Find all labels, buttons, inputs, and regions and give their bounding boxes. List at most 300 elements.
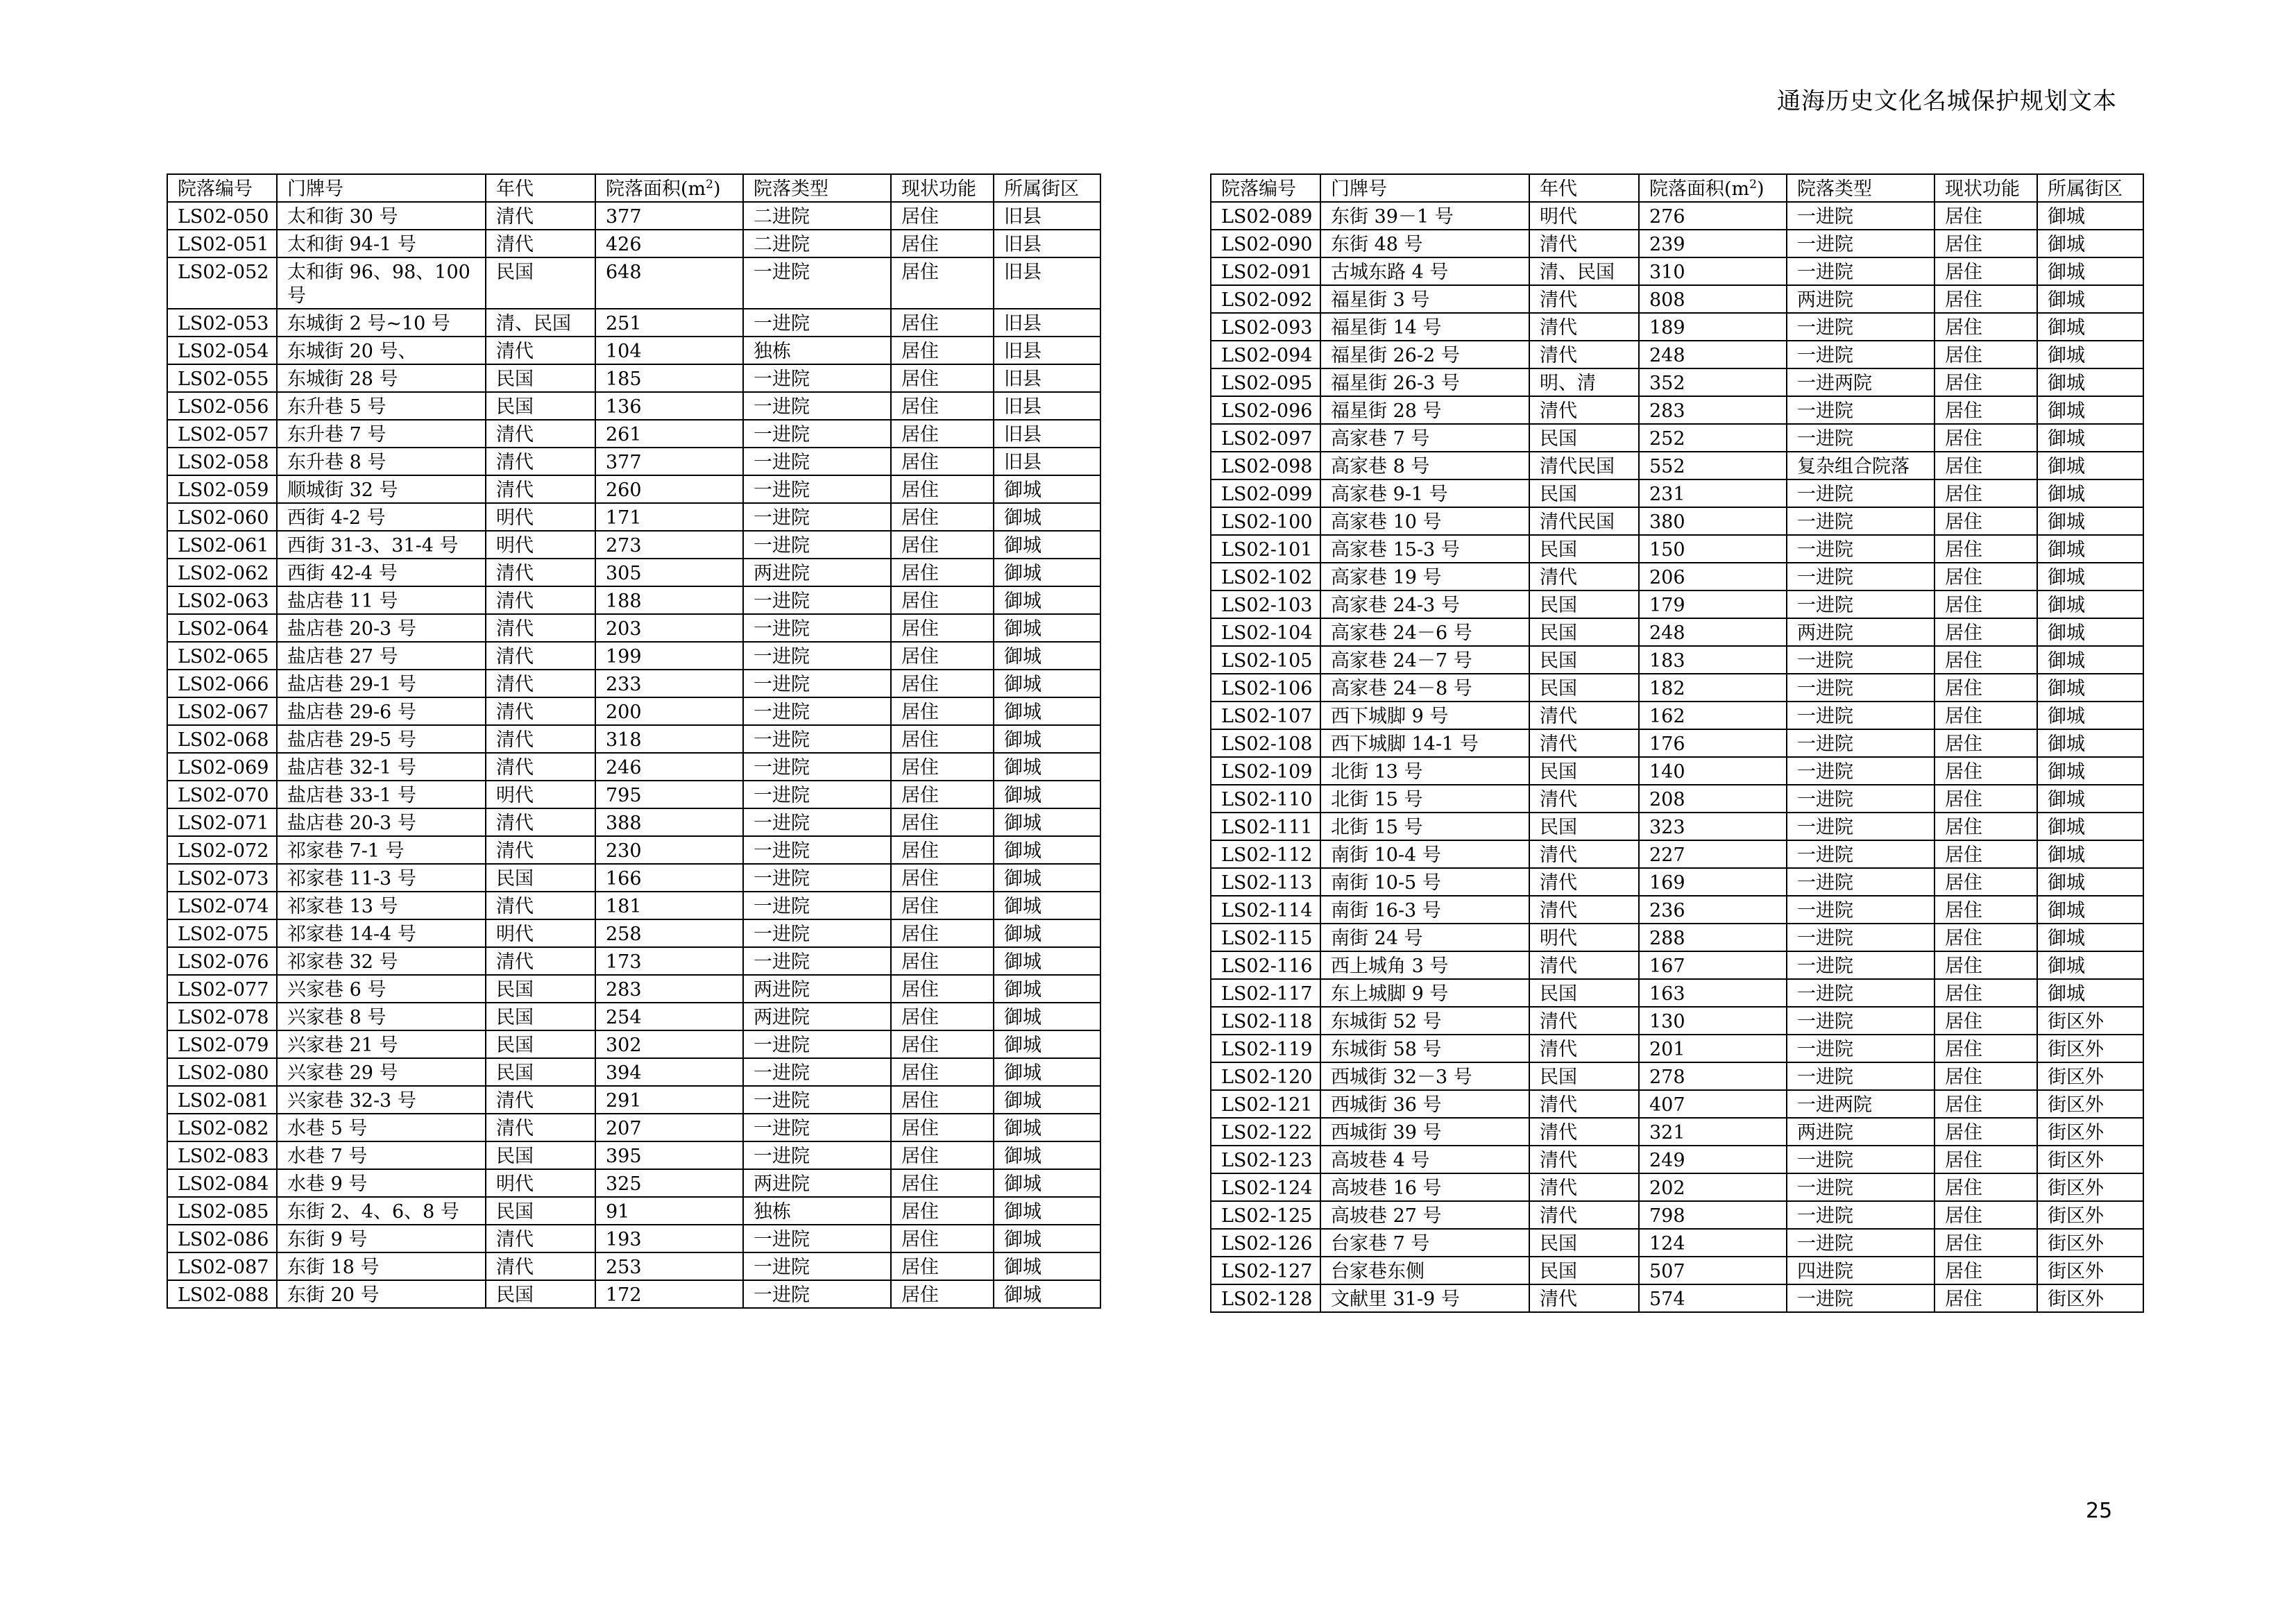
cell-function: 居住 bbox=[1934, 230, 2037, 257]
cell-era: 民国 bbox=[1529, 1229, 1639, 1257]
cell-function: 居住 bbox=[1934, 1090, 2037, 1118]
cell-district: 御城 bbox=[994, 642, 1100, 670]
cell-era: 民国 bbox=[486, 1030, 595, 1058]
cell-area: 798 bbox=[1639, 1201, 1787, 1229]
table-row bbox=[1211, 924, 2143, 951]
table-row bbox=[167, 1225, 1100, 1252]
cell-function: 居住 bbox=[891, 1030, 994, 1058]
table-row bbox=[167, 1252, 1100, 1280]
cell-address: 盐店巷 27 号 bbox=[277, 642, 486, 670]
cell-function: 居住 bbox=[891, 1225, 994, 1252]
cell-district: 御城 bbox=[994, 1141, 1100, 1169]
table-row bbox=[167, 1280, 1100, 1308]
table-row bbox=[167, 1030, 1100, 1058]
cell-function: 居住 bbox=[891, 1141, 994, 1169]
cell-address: 盐店巷 32-1 号 bbox=[277, 753, 486, 781]
cell-id: LS02-060 bbox=[167, 503, 277, 531]
cell-era: 民国 bbox=[1529, 618, 1639, 646]
cell-address: 盐店巷 29-6 号 bbox=[277, 697, 486, 725]
cell-function: 居住 bbox=[891, 559, 994, 586]
cell-type: 一进院 bbox=[743, 864, 891, 892]
cell-address: 祁家巷 14-4 号 bbox=[277, 919, 486, 947]
cell-address: 东城街 2 号~10 号 bbox=[277, 309, 486, 337]
table-row bbox=[1211, 702, 2143, 729]
cell-id: LS02-108 bbox=[1211, 729, 1320, 757]
table-row bbox=[167, 559, 1100, 586]
col-header-area bbox=[595, 174, 743, 202]
cell-district: 御城 bbox=[994, 559, 1100, 586]
cell-id: LS02-073 bbox=[167, 864, 277, 892]
table-row bbox=[1211, 1007, 2143, 1035]
cell-area: 167 bbox=[1639, 951, 1787, 979]
cell-district: 御城 bbox=[2037, 840, 2143, 868]
cell-id: LS02-058 bbox=[167, 448, 277, 475]
cell-district: 御城 bbox=[994, 586, 1100, 614]
cell-district: 街区外 bbox=[2037, 1062, 2143, 1090]
table-row bbox=[167, 781, 1100, 808]
cell-era: 清代 bbox=[1529, 840, 1639, 868]
cell-id: LS02-095 bbox=[1211, 368, 1320, 396]
cell-function: 居住 bbox=[1934, 896, 2037, 924]
cell-type: 一进院 bbox=[1787, 1007, 1934, 1035]
cell-address: 兴家巷 21 号 bbox=[277, 1030, 486, 1058]
cell-function: 居住 bbox=[1934, 674, 2037, 702]
cell-era: 民国 bbox=[1529, 590, 1639, 618]
cell-type: 一进院 bbox=[1787, 840, 1934, 868]
cell-id: LS02-122 bbox=[1211, 1118, 1320, 1146]
cell-function: 居住 bbox=[891, 1197, 994, 1225]
cell-id: LS02-070 bbox=[167, 781, 277, 808]
cell-district: 御城 bbox=[2037, 285, 2143, 313]
table-row bbox=[1211, 313, 2143, 341]
table-row bbox=[167, 670, 1100, 697]
cell-id: LS02-106 bbox=[1211, 674, 1320, 702]
cell-address: 祁家巷 13 号 bbox=[277, 892, 486, 919]
cell-area: 305 bbox=[595, 559, 743, 586]
cell-id: LS02-093 bbox=[1211, 313, 1320, 341]
table-row bbox=[1211, 868, 2143, 896]
cell-area: 206 bbox=[1639, 563, 1787, 590]
cell-district: 街区外 bbox=[2037, 1173, 2143, 1201]
cell-type: 一进院 bbox=[743, 309, 891, 337]
table-row bbox=[1211, 757, 2143, 785]
cell-area: 258 bbox=[595, 919, 743, 947]
cell-address: 南街 10-4 号 bbox=[1320, 840, 1529, 868]
cell-address: 北街 15 号 bbox=[1320, 785, 1529, 813]
cell-id: LS02-088 bbox=[167, 1280, 277, 1308]
cell-id: LS02-087 bbox=[167, 1252, 277, 1280]
cell-type: 一进院 bbox=[1787, 257, 1934, 285]
table-row bbox=[167, 725, 1100, 753]
cell-district: 御城 bbox=[994, 1169, 1100, 1197]
cell-id: LS02-127 bbox=[1211, 1257, 1320, 1284]
cell-type: 一进院 bbox=[1787, 202, 1934, 230]
cell-address: 台家巷东侧 bbox=[1320, 1257, 1529, 1284]
cell-area: 200 bbox=[595, 697, 743, 725]
table-row bbox=[1211, 674, 2143, 702]
cell-era: 清代 bbox=[1529, 896, 1639, 924]
cell-id: LS02-112 bbox=[1211, 840, 1320, 868]
cell-area: 199 bbox=[595, 642, 743, 670]
table-row bbox=[1211, 535, 2143, 563]
cell-address: 东城街 52 号 bbox=[1320, 1007, 1529, 1035]
cell-function: 居住 bbox=[891, 642, 994, 670]
cell-type: 一进院 bbox=[743, 531, 891, 559]
cell-area: 104 bbox=[595, 337, 743, 364]
cell-type: 一进院 bbox=[743, 697, 891, 725]
cell-id: LS02-057 bbox=[167, 420, 277, 448]
cell-area: 552 bbox=[1639, 452, 1787, 479]
cell-id: LS02-080 bbox=[167, 1058, 277, 1086]
cell-type: 一进院 bbox=[1787, 563, 1934, 590]
cell-area: 261 bbox=[595, 420, 743, 448]
cell-district: 御城 bbox=[2037, 535, 2143, 563]
cell-district: 御城 bbox=[2037, 951, 2143, 979]
cell-area: 248 bbox=[1639, 341, 1787, 368]
cell-address: 西下城脚 9 号 bbox=[1320, 702, 1529, 729]
cell-area: 318 bbox=[595, 725, 743, 753]
cell-id: LS02-098 bbox=[1211, 452, 1320, 479]
cell-district: 御城 bbox=[2037, 896, 2143, 924]
cell-era: 清代 bbox=[1529, 785, 1639, 813]
table-row bbox=[167, 864, 1100, 892]
cell-era: 清代 bbox=[486, 1086, 595, 1114]
cell-type: 一进院 bbox=[743, 364, 891, 392]
cell-era: 明代 bbox=[486, 503, 595, 531]
cell-type: 一进院 bbox=[1787, 951, 1934, 979]
cell-function: 居住 bbox=[1934, 1257, 2037, 1284]
cell-district: 御城 bbox=[994, 1252, 1100, 1280]
area-header-text: 院落面积(m bbox=[1649, 178, 1750, 200]
table-row bbox=[1211, 1173, 2143, 1201]
cell-area: 252 bbox=[1639, 424, 1787, 452]
table-row bbox=[1211, 951, 2143, 979]
cell-era: 民国 bbox=[486, 1058, 595, 1086]
cell-id: LS02-124 bbox=[1211, 1173, 1320, 1201]
table-row bbox=[1211, 590, 2143, 618]
cell-type: 一进两院 bbox=[1787, 1090, 1934, 1118]
cell-district: 御城 bbox=[2037, 729, 2143, 757]
cell-area: 150 bbox=[1639, 535, 1787, 563]
courtyard-table-right bbox=[1210, 173, 2144, 1313]
table-header-row bbox=[167, 174, 1100, 202]
cell-function: 居住 bbox=[891, 257, 994, 309]
cell-function: 居住 bbox=[1934, 1035, 2037, 1062]
cell-type: 一进院 bbox=[1787, 1201, 1934, 1229]
cell-era: 民国 bbox=[1529, 813, 1639, 840]
cell-id: LS02-091 bbox=[1211, 257, 1320, 285]
cell-district: 御城 bbox=[2037, 479, 2143, 507]
table-row bbox=[1211, 507, 2143, 535]
cell-era: 清代 bbox=[486, 725, 595, 753]
cell-area: 249 bbox=[1639, 1146, 1787, 1173]
cell-address: 古城东路 4 号 bbox=[1320, 257, 1529, 285]
cell-function: 居住 bbox=[891, 586, 994, 614]
cell-type: 两进院 bbox=[1787, 1118, 1934, 1146]
cell-district: 御城 bbox=[2037, 702, 2143, 729]
cell-id: LS02-052 bbox=[167, 257, 277, 309]
cell-era: 民国 bbox=[1529, 1062, 1639, 1090]
cell-era: 清代 bbox=[1529, 729, 1639, 757]
cell-district: 旧县 bbox=[994, 230, 1100, 257]
table-row bbox=[167, 919, 1100, 947]
cell-address: 高家巷 8 号 bbox=[1320, 452, 1529, 479]
cell-type: 复杂组合院落 bbox=[1787, 452, 1934, 479]
cell-district: 御城 bbox=[2037, 452, 2143, 479]
cell-type: 一进院 bbox=[743, 892, 891, 919]
cell-district: 御城 bbox=[994, 1197, 1100, 1225]
cell-era: 民国 bbox=[486, 1280, 595, 1308]
cell-function: 居住 bbox=[1934, 979, 2037, 1007]
cell-function: 居住 bbox=[891, 1169, 994, 1197]
table-row bbox=[167, 1086, 1100, 1114]
table-row bbox=[1211, 1090, 2143, 1118]
cell-id: LS02-072 bbox=[167, 836, 277, 864]
cell-address: 东升巷 5 号 bbox=[277, 392, 486, 420]
cell-era: 清代 bbox=[486, 947, 595, 975]
cell-function: 居住 bbox=[1934, 1173, 2037, 1201]
cell-function: 居住 bbox=[1934, 313, 2037, 341]
cell-id: LS02-084 bbox=[167, 1169, 277, 1197]
cell-area: 388 bbox=[595, 808, 743, 836]
cell-id: LS02-121 bbox=[1211, 1090, 1320, 1118]
cell-address: 水巷 5 号 bbox=[277, 1114, 486, 1141]
cell-id: LS02-119 bbox=[1211, 1035, 1320, 1062]
cell-id: LS02-066 bbox=[167, 670, 277, 697]
cell-type: 一进院 bbox=[743, 503, 891, 531]
cell-era: 清代 bbox=[486, 1225, 595, 1252]
cell-area: 276 bbox=[1639, 202, 1787, 230]
cell-area: 173 bbox=[595, 947, 743, 975]
cell-function: 居住 bbox=[891, 448, 994, 475]
cell-address: 文献里 31-9 号 bbox=[1320, 1284, 1529, 1312]
table-row bbox=[1211, 1146, 2143, 1173]
cell-address: 东街 39－1 号 bbox=[1320, 202, 1529, 230]
cell-district: 御城 bbox=[994, 808, 1100, 836]
cell-district: 御城 bbox=[994, 919, 1100, 947]
cell-id: LS02-075 bbox=[167, 919, 277, 947]
table-row bbox=[167, 1197, 1100, 1225]
cell-area: 260 bbox=[595, 475, 743, 503]
cell-address: 盐店巷 29-5 号 bbox=[277, 725, 486, 753]
col-header-district: 所属街区 bbox=[994, 174, 1100, 202]
col-header-type: 院落类型 bbox=[743, 174, 891, 202]
cell-era: 清、民国 bbox=[486, 309, 595, 337]
cell-address: 西街 42-4 号 bbox=[277, 559, 486, 586]
cell-type: 一进院 bbox=[743, 725, 891, 753]
cell-function: 居住 bbox=[891, 670, 994, 697]
cell-type: 一进院 bbox=[1787, 535, 1934, 563]
cell-district: 御城 bbox=[2037, 785, 2143, 813]
cell-district: 御城 bbox=[2037, 646, 2143, 674]
cell-era: 清代 bbox=[1529, 396, 1639, 424]
cell-era: 清代 bbox=[486, 559, 595, 586]
col-header-function: 现状功能 bbox=[891, 174, 994, 202]
cell-district: 御城 bbox=[994, 1280, 1100, 1308]
cell-area: 574 bbox=[1639, 1284, 1787, 1312]
table-row bbox=[167, 642, 1100, 670]
table-row bbox=[167, 836, 1100, 864]
cell-id: LS02-077 bbox=[167, 975, 277, 1003]
cell-id: LS02-076 bbox=[167, 947, 277, 975]
cell-address: 祁家巷 7-1 号 bbox=[277, 836, 486, 864]
cell-address: 福星街 26-2 号 bbox=[1320, 341, 1529, 368]
table-row bbox=[1211, 618, 2143, 646]
cell-function: 居住 bbox=[1934, 507, 2037, 535]
cell-id: LS02-078 bbox=[167, 1003, 277, 1030]
cell-type: 一进院 bbox=[743, 947, 891, 975]
cell-id: LS02-079 bbox=[167, 1030, 277, 1058]
area-header-superscript: 2 bbox=[1749, 178, 1757, 192]
cell-era: 清代 bbox=[1529, 1118, 1639, 1146]
cell-type: 两进院 bbox=[1787, 285, 1934, 313]
cell-district: 御城 bbox=[994, 670, 1100, 697]
cell-district: 御城 bbox=[994, 836, 1100, 864]
cell-district: 旧县 bbox=[994, 202, 1100, 230]
cell-function: 居住 bbox=[1934, 535, 2037, 563]
cell-district: 御城 bbox=[994, 864, 1100, 892]
cell-address: 东街 2、4、6、8 号 bbox=[277, 1197, 486, 1225]
col-header-type: 院落类型 bbox=[1787, 174, 1934, 202]
cell-address: 西街 4-2 号 bbox=[277, 503, 486, 531]
cell-area: 352 bbox=[1639, 368, 1787, 396]
cell-address: 高坡巷 27 号 bbox=[1320, 1201, 1529, 1229]
cell-id: LS02-064 bbox=[167, 614, 277, 642]
cell-type: 一进院 bbox=[1787, 813, 1934, 840]
cell-address: 太和街 96、98、100 号 bbox=[277, 257, 486, 309]
cell-function: 居住 bbox=[891, 230, 994, 257]
table-row bbox=[167, 753, 1100, 781]
table-row bbox=[167, 808, 1100, 836]
cell-id: LS02-068 bbox=[167, 725, 277, 753]
table-row bbox=[167, 1003, 1100, 1030]
cell-id: LS02-065 bbox=[167, 642, 277, 670]
cell-area: 227 bbox=[1639, 840, 1787, 868]
cell-area: 648 bbox=[595, 257, 743, 309]
cell-area: 91 bbox=[595, 1197, 743, 1225]
cell-address: 福星街 3 号 bbox=[1320, 285, 1529, 313]
cell-function: 居住 bbox=[1934, 618, 2037, 646]
cell-area: 283 bbox=[595, 975, 743, 1003]
cell-type: 一进院 bbox=[743, 1058, 891, 1086]
cell-type: 一进院 bbox=[1787, 424, 1934, 452]
cell-address: 西城街 36 号 bbox=[1320, 1090, 1529, 1118]
cell-type: 一进院 bbox=[743, 420, 891, 448]
cell-id: LS02-053 bbox=[167, 309, 277, 337]
table-row bbox=[167, 448, 1100, 475]
cell-id: LS02-110 bbox=[1211, 785, 1320, 813]
cell-id: LS02-050 bbox=[167, 202, 277, 230]
table-row bbox=[1211, 1201, 2143, 1229]
cell-address: 南街 24 号 bbox=[1320, 924, 1529, 951]
cell-era: 清代 bbox=[1529, 868, 1639, 896]
cell-area: 202 bbox=[1639, 1173, 1787, 1201]
cell-era: 清代 bbox=[486, 475, 595, 503]
cell-type: 一进院 bbox=[743, 1141, 891, 1169]
cell-address: 祁家巷 11-3 号 bbox=[277, 864, 486, 892]
cell-area: 230 bbox=[595, 836, 743, 864]
cell-address: 兴家巷 8 号 bbox=[277, 1003, 486, 1030]
table-row bbox=[1211, 1257, 2143, 1284]
table-row bbox=[167, 337, 1100, 364]
cell-district: 街区外 bbox=[2037, 1229, 2143, 1257]
cell-address: 东城街 28 号 bbox=[277, 364, 486, 392]
cell-era: 民国 bbox=[486, 1003, 595, 1030]
table-row bbox=[167, 392, 1100, 420]
table-row bbox=[167, 892, 1100, 919]
cell-area: 323 bbox=[1639, 813, 1787, 840]
cell-district: 御城 bbox=[994, 892, 1100, 919]
cell-type: 一进院 bbox=[743, 586, 891, 614]
cell-function: 居住 bbox=[891, 475, 994, 503]
cell-district: 御城 bbox=[2037, 590, 2143, 618]
cell-era: 清代 bbox=[1529, 951, 1639, 979]
cell-era: 清代民国 bbox=[1529, 507, 1639, 535]
cell-type: 一进院 bbox=[1787, 230, 1934, 257]
cell-function: 居住 bbox=[1934, 424, 2037, 452]
cell-area: 246 bbox=[595, 753, 743, 781]
cell-district: 街区外 bbox=[2037, 1090, 2143, 1118]
cell-district: 御城 bbox=[2037, 563, 2143, 590]
cell-id: LS02-067 bbox=[167, 697, 277, 725]
table-row bbox=[1211, 1062, 2143, 1090]
cell-era: 清代 bbox=[1529, 285, 1639, 313]
cell-district: 旧县 bbox=[994, 420, 1100, 448]
area-header-close: ) bbox=[1756, 178, 1764, 200]
cell-era: 清代 bbox=[486, 836, 595, 864]
cell-type: 一进院 bbox=[1787, 979, 1934, 1007]
cell-area: 239 bbox=[1639, 230, 1787, 257]
cell-id: LS02-113 bbox=[1211, 868, 1320, 896]
cell-era: 清代民国 bbox=[1529, 452, 1639, 479]
cell-era: 民国 bbox=[486, 975, 595, 1003]
table-row bbox=[1211, 979, 2143, 1007]
cell-address: 东街 20 号 bbox=[277, 1280, 486, 1308]
cell-function: 居住 bbox=[1934, 1201, 2037, 1229]
cell-district: 街区外 bbox=[2037, 1035, 2143, 1062]
cell-district: 旧县 bbox=[994, 337, 1100, 364]
cell-area: 377 bbox=[595, 202, 743, 230]
table-body-left bbox=[167, 202, 1100, 1308]
cell-function: 居住 bbox=[1934, 479, 2037, 507]
cell-id: LS02-107 bbox=[1211, 702, 1320, 729]
table-row bbox=[167, 614, 1100, 642]
cell-function: 居住 bbox=[1934, 1062, 2037, 1090]
cell-district: 御城 bbox=[2037, 979, 2143, 1007]
cell-area: 248 bbox=[1639, 618, 1787, 646]
cell-address: 东街 18 号 bbox=[277, 1252, 486, 1280]
cell-type: 一进院 bbox=[1787, 646, 1934, 674]
cell-address: 兴家巷 32-3 号 bbox=[277, 1086, 486, 1114]
cell-type: 一进院 bbox=[743, 1280, 891, 1308]
cell-district: 御城 bbox=[994, 1086, 1100, 1114]
cell-area: 283 bbox=[1639, 396, 1787, 424]
cell-era: 明代 bbox=[486, 919, 595, 947]
cell-type: 一进院 bbox=[743, 392, 891, 420]
cell-era: 民国 bbox=[486, 864, 595, 892]
cell-district: 御城 bbox=[2037, 230, 2143, 257]
cell-type: 一进院 bbox=[1787, 507, 1934, 535]
cell-area: 172 bbox=[595, 1280, 743, 1308]
cell-area: 507 bbox=[1639, 1257, 1787, 1284]
cell-address: 台家巷 7 号 bbox=[1320, 1229, 1529, 1257]
cell-district: 御城 bbox=[2037, 757, 2143, 785]
col-header-address: 门牌号 bbox=[1320, 174, 1529, 202]
cell-type: 一进院 bbox=[1787, 590, 1934, 618]
cell-area: 166 bbox=[595, 864, 743, 892]
cell-district: 御城 bbox=[994, 697, 1100, 725]
cell-area: 183 bbox=[1639, 646, 1787, 674]
